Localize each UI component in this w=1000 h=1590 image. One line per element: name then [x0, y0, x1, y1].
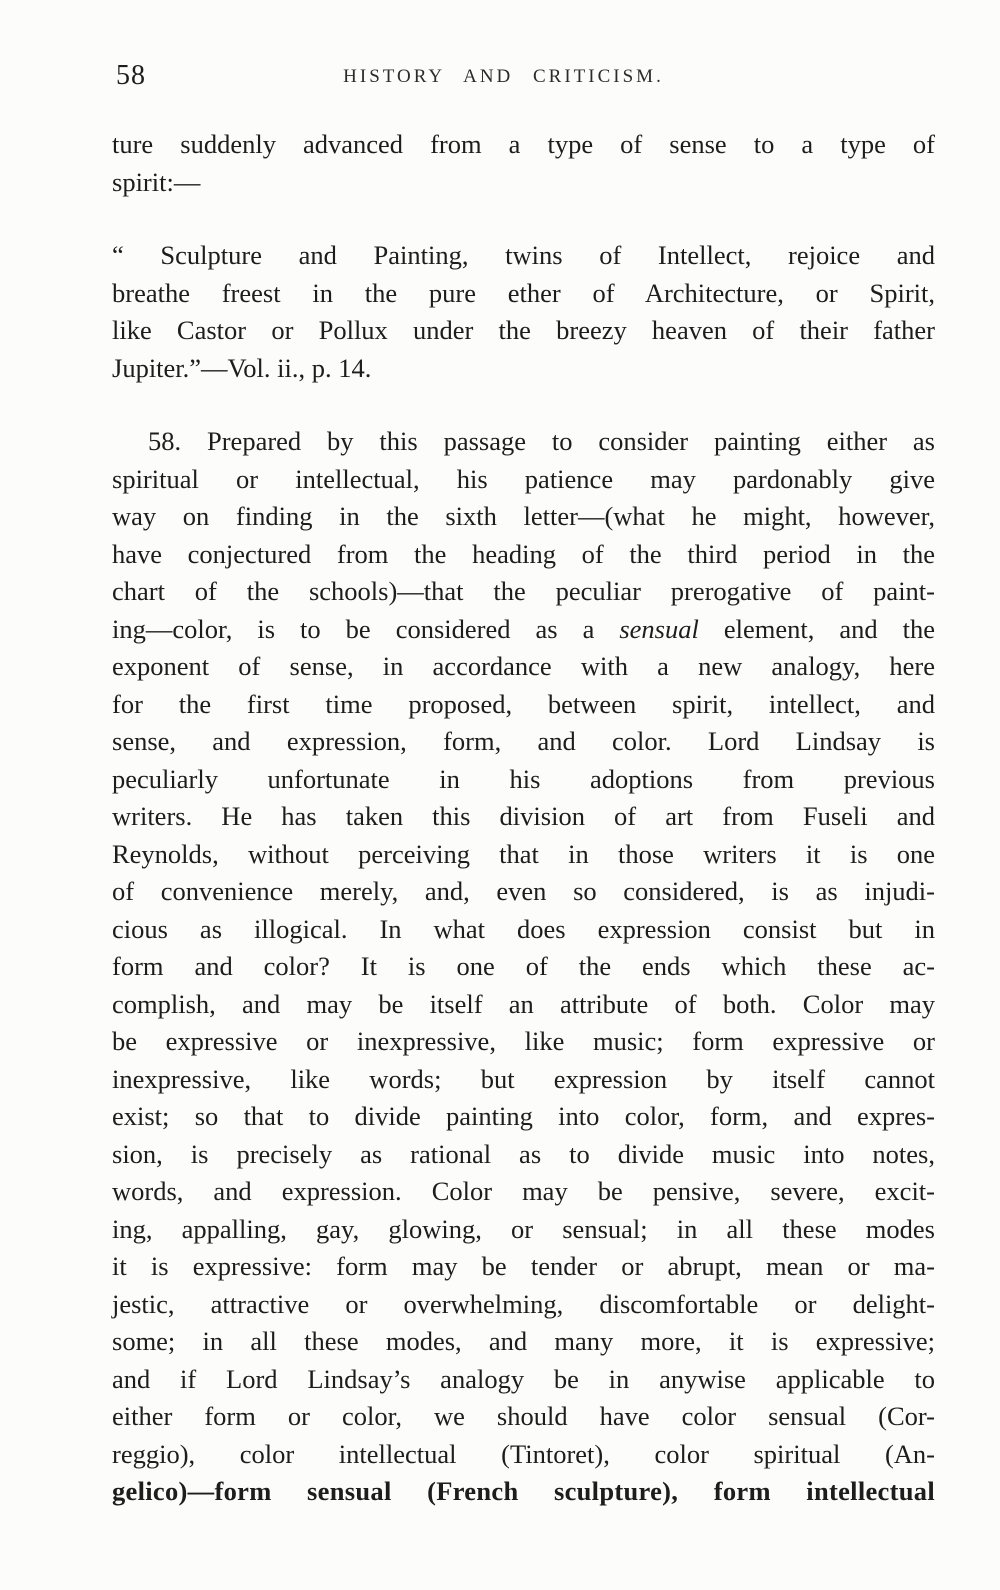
- text-segment: for the first time proposed, between spirit, intellect, and: [112, 688, 935, 719]
- paragraph-body-continuation: [112, 126, 935, 201]
- text-segment: it is expressive: form may be tender or abrupt, mean or ma-: [112, 1251, 935, 1281]
- running-header: HISTORY AND CRITICISM.: [343, 66, 664, 87]
- text-segment: some; in all these modes, and many more, it is expressive;: [112, 1326, 935, 1356]
- text-line: [112, 1136, 935, 1174]
- page-header: [112, 60, 935, 96]
- text-line: [112, 873, 935, 911]
- text-line: [112, 1023, 935, 1061]
- text-line: [112, 1436, 935, 1474]
- text-line: [112, 611, 935, 649]
- text-segment: 58. Prepared by this passage to consider painting either as: [148, 426, 935, 456]
- text-segment: Jupiter.”—Vol. ii., p. 14.: [112, 352, 372, 383]
- text-segment: exponent of sense, in accordance with a new analogy, here: [112, 651, 935, 681]
- text-segment: reggio), color intellectual (Tintoret), color spiritual (An-: [112, 1438, 935, 1469]
- text-line: [112, 1286, 935, 1324]
- text-segment: either form or color, we should have color sensual (Cor-: [112, 1401, 935, 1431]
- text-line: [112, 911, 935, 949]
- text-line: [112, 312, 935, 350]
- text-line: [112, 1323, 935, 1361]
- text-line: [112, 461, 935, 499]
- text-line: [112, 423, 935, 461]
- text-segment: Reynolds, without perceiving that in those writers it is one: [112, 838, 935, 869]
- text-segment: inexpressive, like words; but expression by itself cannot: [112, 1063, 935, 1094]
- page-body: [112, 126, 935, 1511]
- text-segment: words, and expression. Color may be pensive, severe, excit-: [112, 1176, 935, 1206]
- text-segment: spirit:—: [112, 166, 201, 197]
- text-segment: spiritual or intellectual, his patience may pardonably give: [112, 463, 935, 494]
- text-segment: ing, appalling, gay, glowing, or sensual; in all these modes: [112, 1213, 935, 1244]
- text-segment: have conjectured from the heading of the third period in the: [112, 538, 935, 569]
- text-segment: be expressive or inexpressive, like music; form expressive or: [112, 1026, 935, 1056]
- text-line: [112, 1098, 935, 1136]
- text-line: [112, 686, 935, 724]
- text-segment: ing—color, is to be considered as a: [112, 613, 620, 644]
- text-segment: exist; so that to divide painting into color, form, and expres-: [112, 1101, 935, 1131]
- page-number: 58: [116, 60, 146, 91]
- text-line: [112, 573, 935, 611]
- text-line: [112, 798, 935, 836]
- text-line: [112, 1398, 935, 1436]
- text-line: [112, 498, 935, 536]
- text-segment: like Castor or Pollux under the breezy heaven of their father: [112, 315, 935, 345]
- text-line: [112, 237, 935, 275]
- text-line: [112, 1211, 935, 1249]
- text-line: [112, 836, 935, 874]
- text-line: [112, 723, 935, 761]
- text-line: [112, 648, 935, 686]
- text-line: [112, 126, 935, 164]
- text-segment: writers. He has taken this division of art from Fuseli and: [112, 801, 935, 831]
- text-line: [112, 164, 935, 202]
- text-segment: jestic, attractive or overwhelming, discomfortable or delight-: [112, 1288, 935, 1319]
- text-line: [112, 1248, 935, 1286]
- text-segment: sensual: [619, 613, 699, 644]
- text-segment: cious as illogical. In what does expression consist but in: [112, 913, 935, 944]
- text-segment: of convenience merely, and, even so considered, is as injudi-: [112, 876, 935, 906]
- text-line: [112, 1361, 935, 1399]
- text-segment: sense, and expression, form, and color. Lord Lindsay is: [112, 726, 935, 756]
- text-line: [112, 350, 935, 388]
- text-segment: chart of the schools)—that the peculiar prerogative of paint-: [112, 576, 935, 606]
- text-segment: sion, is precisely as rational as to divide music into notes,: [112, 1138, 935, 1169]
- text-segment: peculiarly unfortunate in his adoptions from previous: [112, 763, 935, 794]
- text-line: [112, 761, 935, 799]
- text-segment: and if Lord Lindsay’s analogy be in anywise applicable to: [112, 1363, 935, 1394]
- text-segment: “ Sculpture and Painting, twins of Intellect, rejoice and: [112, 240, 935, 270]
- text-segment: complish, and may be itself an attribute of both. Color may: [112, 988, 935, 1019]
- paragraph-quote: [112, 237, 935, 387]
- text-line: [112, 1061, 935, 1099]
- text-line: [112, 1473, 935, 1511]
- text-segment: way on finding in the sixth letter—(what he might, however,: [112, 501, 935, 531]
- text-segment: element, and the: [698, 613, 935, 644]
- text-segment: form and color? It is one of the ends which these ac-: [112, 951, 935, 981]
- text-line: [112, 275, 935, 313]
- text-segment: ture suddenly advanced from a type of sense to a type of: [112, 129, 935, 159]
- text-line: [112, 536, 935, 574]
- paragraph-body: [112, 423, 935, 1511]
- text-line: [112, 986, 935, 1024]
- text-segment: gelico)—form sensual (French sculpture), form intellectual: [112, 1476, 935, 1506]
- text-line: [112, 1173, 935, 1211]
- text-line: [112, 948, 935, 986]
- text-segment: breathe freest in the pure ether of Architecture, or Spirit,: [112, 277, 935, 308]
